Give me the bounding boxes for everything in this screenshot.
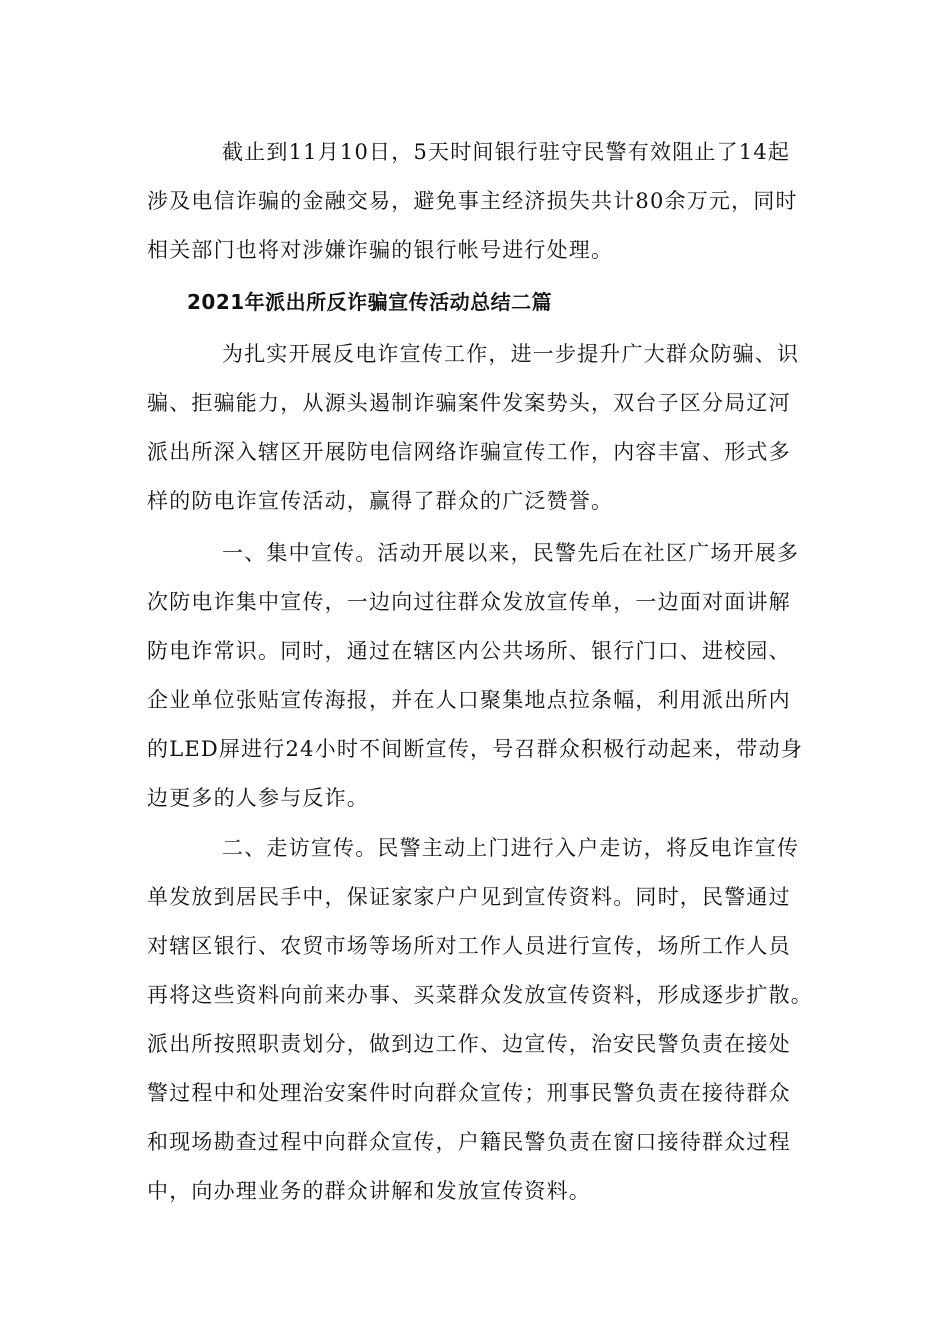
paragraph-1-line-3: 相关部门也将对涉嫌诈骗的银行帐号进行处理。: [147, 238, 614, 262]
paragraph-1-line-2: 涉及电信诈骗的金融交易，避免事主经济损失共计80余万元，同时: [147, 189, 798, 213]
paragraph-4-line-3: 对辖区银行、农贸市场等场所对工作人员进行宣传，场所工作人员: [147, 934, 791, 958]
paragraph-4-line-7: 和现场勘查过程中向群众宣传，户籍民警负责在窗口接待群众过程: [147, 1130, 791, 1154]
paragraph-2-line-3: 派出所深入辖区开展防电信网络诈骗宣传工作，内容丰富、形式多: [147, 440, 791, 464]
paragraph-4-line-6: 警过程中和处理治安案件时向群众宣传；刑事民警负责在接待群众: [147, 1081, 791, 1105]
paragraph-2-line-2: 骗、拒骗能力，从源头遏制诈骗案件发案势头，双台子区分局辽河: [147, 391, 791, 415]
paragraph-4-line-4: 再将这些资料向前来办事、买菜群众发放宣传资料，形成逐步扩散。: [147, 983, 813, 1007]
paragraph-1-line-1: 截止到11月10日，5天时间银行驻守民警有效阻止了14起: [222, 140, 791, 164]
paragraph-3-line-1: 一、集中宣传。活动开展以来，民警先后在社区广场开展多: [222, 541, 800, 565]
paragraph-4-line-5: 派出所按照职责划分，做到边工作、边宣传，治安民警负责在接处: [147, 1032, 791, 1056]
paragraph-2-line-1: 为扎实开展反电诈宣传工作，进一步提升广大群众防骗、识: [222, 342, 800, 366]
paragraph-3-line-4: 企业单位张贴宣传海报，并在人口聚集地点拉条幅，利用派出所内: [147, 688, 791, 712]
paragraph-2-line-4: 样的防电诈宣传活动，赢得了群众的广泛赞誉。: [147, 489, 614, 513]
paragraph-4-line-1: 二、走访宣传。民警主动上门进行入户走访，将反电诈宣传: [222, 836, 800, 860]
paragraph-3-line-5: 的LED屏进行24小时不间断宣传，号召群众积极行动起来，带动身: [147, 737, 804, 761]
paragraph-3-line-3: 防电诈常识。同时，通过在辖区内公共场所、银行门口、进校园、: [147, 639, 791, 663]
paragraph-4-line-2: 单发放到居民手中，保证家家户户见到宣传资料。同时，民警通过: [147, 885, 791, 909]
section-heading: 2021年派出所反诈骗宣传活动总结二篇: [187, 290, 553, 314]
paragraph-3-line-2: 次防电诈集中宣传，一边向过往群众发放宣传单，一边面对面讲解: [147, 590, 791, 614]
paragraph-3-line-6: 边更多的人参与反诈。: [147, 786, 369, 810]
paragraph-4-line-8: 中，向办理业务的群众讲解和发放宣传资料。: [147, 1179, 591, 1203]
